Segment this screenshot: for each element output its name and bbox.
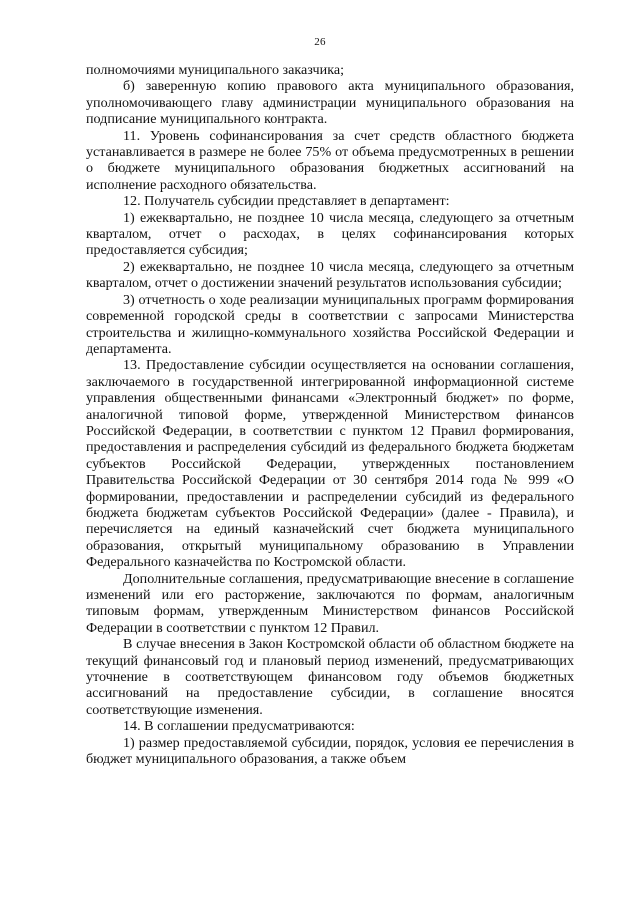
paragraph-7: 3) отчетность о ходе реализации муниципальных программ формирования современной городской среды в соответствии с запросами Министерства строительства и жилищно-коммунального хозяйства Российской Федерации и департамента. <box>86 291 574 357</box>
paragraph-12: 1) размер предоставляемой субсидии, порядок, условия ее перечисления в бюджет муниципального образования, а также объем <box>86 734 574 768</box>
paragraph-10: В случае внесения в Закон Костромской области об областном бюджете на текущий финансовый год и плановый период изменений, предусматривающих уточнение в соответствующем финансовом году объемов бюджетных ассигнований на предоставление субсидии, в соглашение вносятся соответствующие изменения. <box>86 636 574 718</box>
paragraph-11: 14. В соглашении предусматриваются: <box>123 718 355 735</box>
paragraph-3: 11. Уровень софинансирования за счет средств областного бюджета устанавливается в размере не более 75% от объема предусмотренных в решении о бюджете муниципального образования бюджетных ассигнований на исполнение расходного обязательства. <box>86 127 574 193</box>
paragraph-6: 2) ежеквартально, не позднее 10 числа месяца, следующего за отчетным кварталом, отчет о достижении значений результатов использования субсидии; <box>86 258 574 292</box>
paragraph-4: 12. Получатель субсидии представляет в департамент: <box>123 193 450 210</box>
paragraph-8: 13. Предоставление субсидии осуществляется на основании соглашения, заключаемого в государственной интегрированной информационной системе управления общественными финансами «Электронный бюджет» по форме, аналогичной типовой форме, утвержденной Министерством финансов Российской Федерации, в соответствии с пунктом 12 Правил формирования, предоставления и распределения субсидий из федерального бюджета бюджетам субъектов Российской Федерации, утвержденных постановлением Правительства Российской Федерации от 30 сентября 2014 года № 999 «О формировании, предоставлении и распределении субсидий из федерального бюджета бюджетам субъектов Российской Федерации» (далее - Правила), и перечисляется на единый казначейский счет бюджета муниципального образования, открытый муниципальному образованию в Управлении Федерального казначейства по Костромской области. <box>86 357 574 571</box>
paragraph-1: полномочиями муниципального заказчика; <box>86 62 344 78</box>
paragraph-2: б) заверенную копию правового акта муниципального образования, уполномочивающего главу администрации муниципального образования на подписание муниципального контракта. <box>86 78 574 128</box>
paragraph-9: Дополнительные соглашения, предусматривающие внесение в соглашение изменений или его расторжение, заключаются по формам, аналогичным типовым формам, утвержденным Министерством финансов Российской Федерации в соответствии с пунктом 12 Правил. <box>86 570 574 636</box>
paragraph-5: 1) ежеквартально, не позднее 10 числа месяца, следующего за отчетным кварталом, отчет о расходах, в целях софинансирования которых предоставляется субсидия; <box>86 209 574 259</box>
document-body <box>86 62 574 767</box>
page-number: 26 <box>314 36 326 48</box>
